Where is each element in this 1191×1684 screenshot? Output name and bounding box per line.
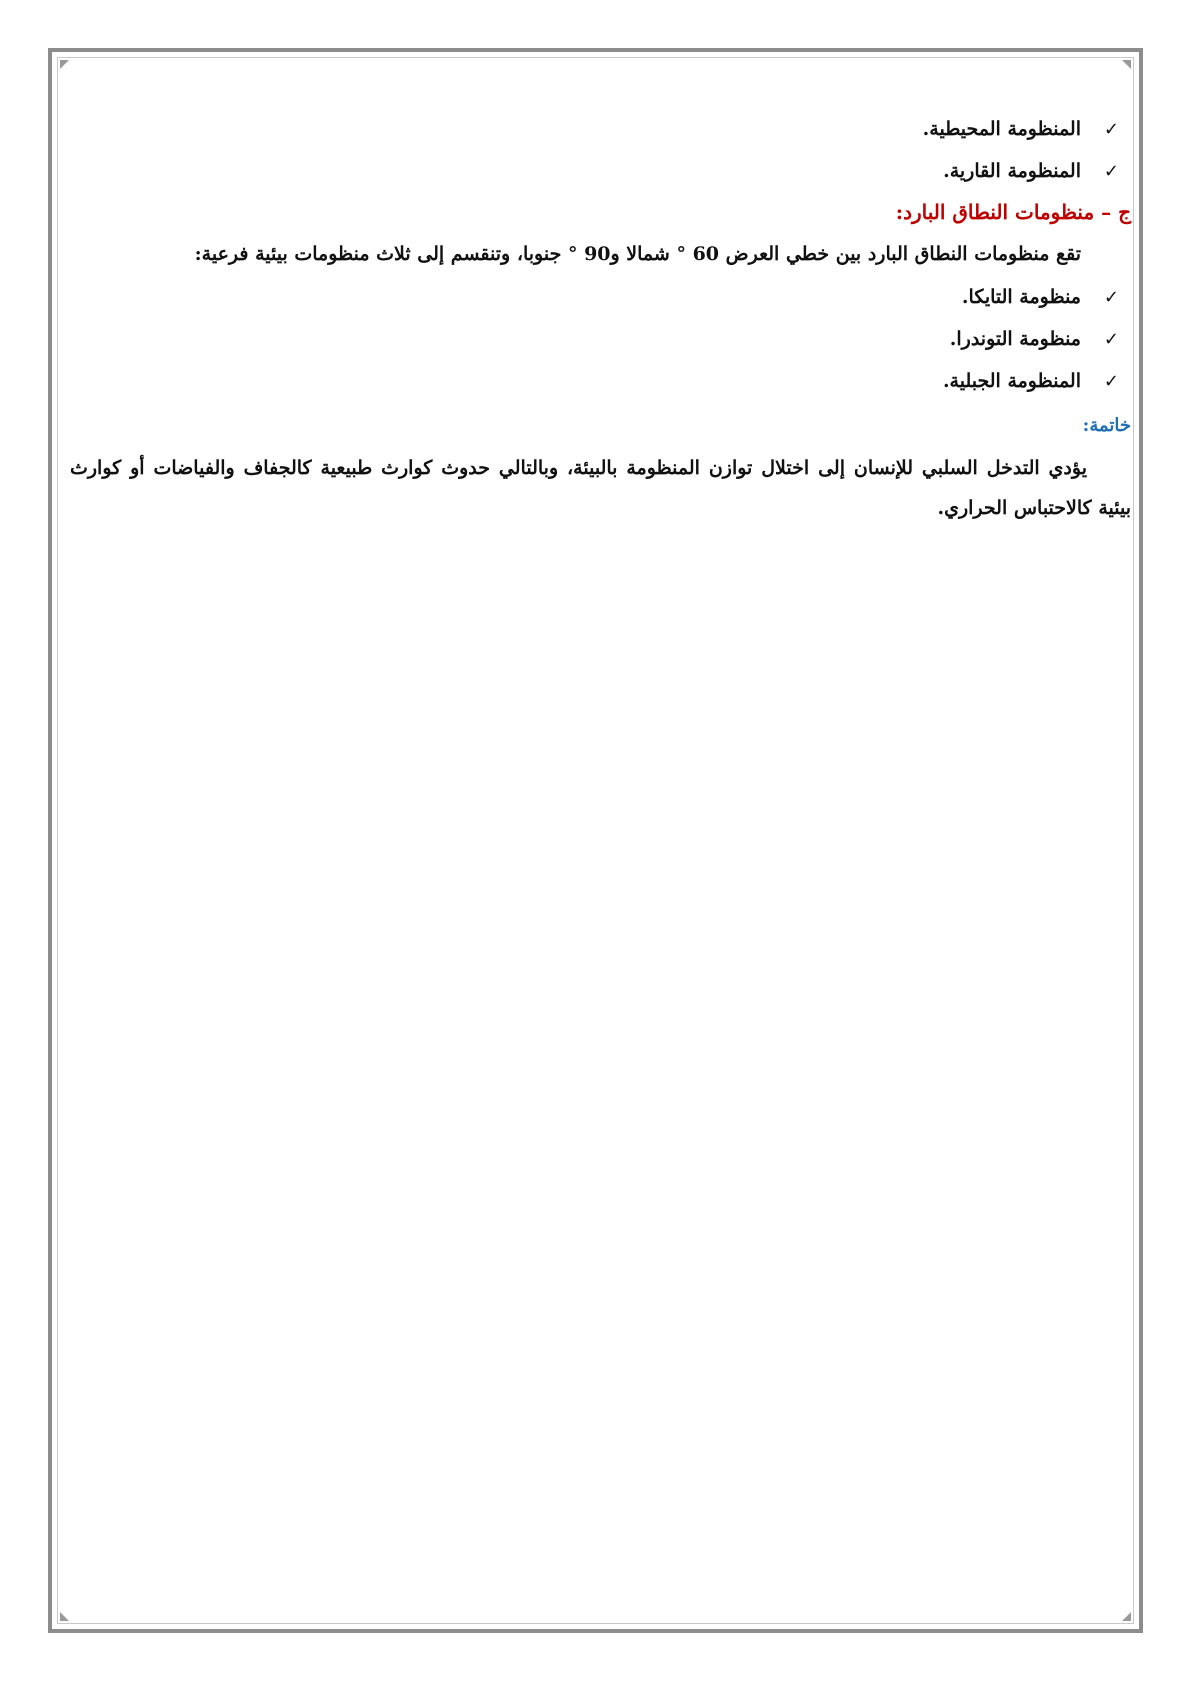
conclusion-paragraph: يؤدي التدخل السلبي للإنسان إلى اختلال توازن المنظومة بالبيئة، وبالتالي حدوث كوارث طبيعية كالجفاف والفياضات أو كوارث بيئية كالاحتباس الحراري. [70, 457, 1131, 519]
corner-ornament [60, 1612, 69, 1621]
corner-ornament [60, 60, 69, 69]
checklist-cold-systems [70, 276, 1131, 402]
list-item-text: منظومة التوندرا. [949, 328, 1081, 350]
list-item-text: المنظومة القارية. [943, 160, 1081, 182]
list-item-text: منظومة التايكا. [961, 286, 1081, 308]
document-body [70, 108, 1131, 528]
list-item [70, 360, 1119, 402]
checkmark-icon: ✓ [1103, 160, 1119, 182]
checkmark-icon: ✓ [1103, 328, 1119, 350]
conclusion-heading: خاتمة: [1082, 415, 1131, 436]
checkmark-icon: ✓ [1103, 370, 1119, 392]
list-item-text: المنظومة المحيطية. [922, 118, 1081, 140]
checkmark-icon: ✓ [1103, 118, 1119, 140]
list-item [70, 108, 1119, 150]
section-heading-cold-zone: ج – منظومات النطاق البارد: [895, 200, 1131, 224]
corner-ornament [1122, 60, 1131, 69]
checkmark-icon: ✓ [1103, 286, 1119, 308]
list-item [70, 276, 1119, 318]
checklist-systems [70, 108, 1131, 192]
section-paragraph-cold-zone: تقع منظومات النطاق البارد بين خطي العرض 60 ° شمالا و90 ° جنوبا، وتنقسم إلى ثلاث منظومات بيئية فرعية: [194, 243, 1081, 265]
corner-ornament [1122, 1612, 1131, 1621]
list-item-text: المنظومة الجبلية. [942, 370, 1081, 392]
list-item [70, 318, 1119, 360]
list-item [70, 150, 1119, 192]
